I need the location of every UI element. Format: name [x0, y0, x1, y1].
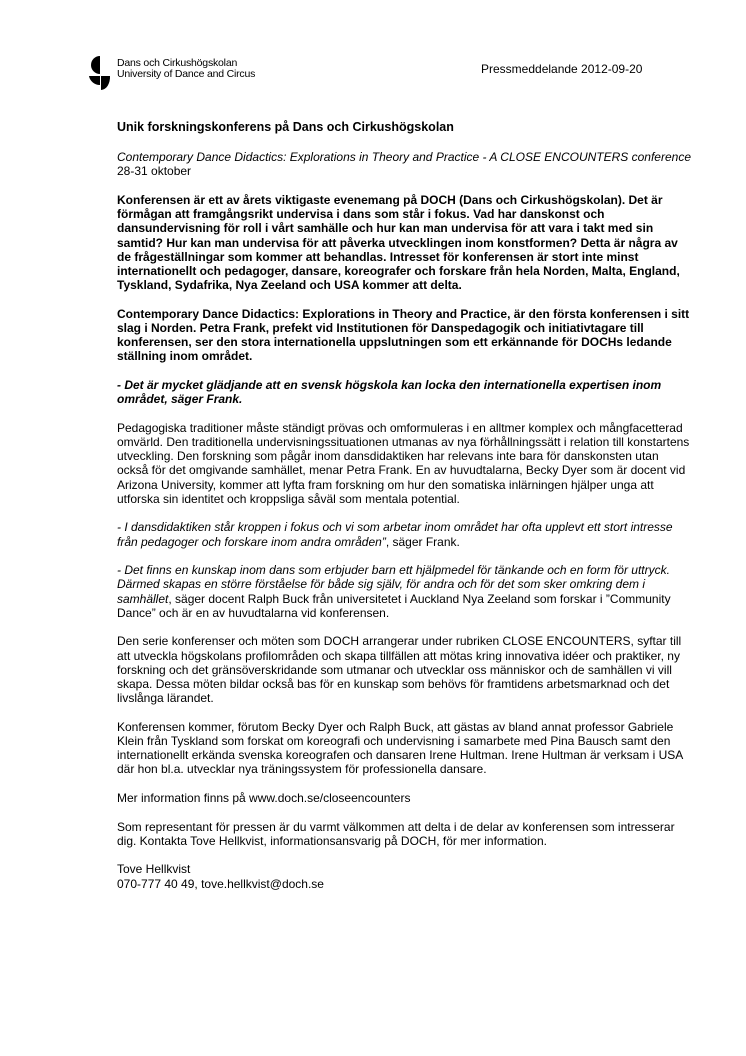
- press-release-date: Pressmeddelande 2012-09-20: [481, 62, 643, 76]
- contact-name: Tove Hellkvist: [117, 862, 191, 877]
- lead-paragraph-1: Konferensen är ett av årets viktigaste evenemang på DOCH (Dans och Cirkushögskolan). Det är förmågan att framgångsrikt undervisa i dans som står i fokus. Vad har danskonst och dansundervisning för roll i vårt samhälle och hur kan man undervisa för att vara i takt med sin samtid? Hur kan man undervisa för att påverka utvecklingen inom konstformen? Detta är några av de frågeställningar som kommer att behandlas. Intresset för konferensen är stort inte minst internationellt och pedagoger, dansare, koreografer och forskare från hela Norden, Malta, England, Tyskland, Sydafrika, Nya Zeeland och USA kommer att delta.: [117, 193, 680, 293]
- quote-buck-text: - Det finns en kunskap inom dans som erbjuder barn ett hjälpmedel för tänkande och en form för uttryck. Därmed skapas en större förståelse för både sig själv, för andra och för det som sker omkring dem i samhället: [117, 563, 670, 606]
- more-info: Mer information finns på www.doch.se/closeencounters: [117, 791, 411, 806]
- quote-frank-attribution: , säger Frank.: [385, 534, 460, 549]
- lead-paragraph-2: Contemporary Dance Didactics: Explorations in Theory and Practice, är den första konferensen i sitt slag i Norden. Petra Frank, prefekt vid Institutionen för Danspedagogik och initiativtagare till konferensen, ser den stora internationella uppslutningen som ett erkännande för DOCHs ledande ställning inom området.: [117, 306, 690, 364]
- lead-quote: - Det är mycket glädjande att en svensk högskola kan locka den internationella expertisen inom området, säger Frank.: [117, 378, 662, 407]
- org-name-en: University of Dance and Circus: [117, 68, 256, 80]
- article-body: [117, 120, 693, 891]
- quote-buck: [117, 563, 693, 620]
- article-title: Unik forskningskonferens på Dans och Cirkushögskolan: [117, 120, 454, 134]
- paragraph-pedagogy: Pedagogiska traditioner måste ständigt prövas och omformuleras i en alltmer komplex och mångfacetterad omvärld. Den traditionella undervisningssituationen utmanas av nya förhållningssätt i relation till konstartens utveckling. Den forskning som pågår inom dansdidaktiken har relevans inte bara för danskonsten utan också för det omgivande samhället, menar Petra Frank. En av huvudtalarna, Becky Dyer som är docent vid Arizona University, kommer att lyfta fram forskning om hur den somatiska inlärningen hjälper unga att utforska sin identitet och kroppsliga såväl som mentala potential.: [117, 420, 690, 506]
- subtitle-date: 28-31 oktober: [117, 164, 192, 179]
- article-subtitle: [117, 150, 693, 178]
- quote-frank-text: - I dansdidaktiken står kroppen i fokus och vi som arbetar inom området har ofta upplevt ett stort intresse från pedagoger och forskare inom andra områden”: [117, 520, 673, 549]
- quote-frank: [117, 520, 693, 548]
- quote-buck-attribution: , säger docent Ralph Buck från universitetet i Auckland Nya Zeeland som forskar i ”Community Dance” och är en av huvudtalarna vid konferensen.: [117, 591, 671, 620]
- subtitle-italic: Contemporary Dance Didactics: Explorations in Theory and Practice - A CLOSE ENCOUNTERS conference: [117, 150, 692, 165]
- doch-logo-icon: [88, 55, 112, 91]
- press-invite: Som representant för pressen är du varmt välkommen att delta i de delar av konferensen som intresserar dig. Kontakta Tove Hellkvist, informationsansvarig på DOCH, för mer information.: [117, 819, 675, 848]
- org-name: [117, 58, 255, 80]
- paragraph-close-encounters: Den serie konferenser och möten som DOCH arrangerar under rubriken CLOSE ENCOUNTERS, syftar till att utveckla högskolans profilområden och skapa tillfällen att mötas kring innovativa idéer och praktiker, ny forskning och det gränsöverskridande som utmanar och utvecklar oss människor och de samhällen vi vill skapa. Dessa möten bildar också bas för en kunskap som behövs för framtidens arbetsmarknad och det livslånga lärandet.: [117, 634, 682, 706]
- org-name-sv: Dans och Cirkushögskolan: [117, 57, 238, 69]
- paragraph-guests: Konferensen kommer, förutom Becky Dyer och Ralph Buck, att gästas av bland annat professor Gabriele Klein från Tyskland som forskat om koreografi och undervisning i samarbete med Pina Bausch samt den internationellt erkända svenska koreografen och dansaren Irene Hultman. Irene Hultman är verksam i USA där hon bl.a. utvecklar nya träningssystem för professionella dansare.: [117, 719, 683, 777]
- contact-details: 070-777 40 49, tove.hellkvist@doch.se: [117, 876, 324, 891]
